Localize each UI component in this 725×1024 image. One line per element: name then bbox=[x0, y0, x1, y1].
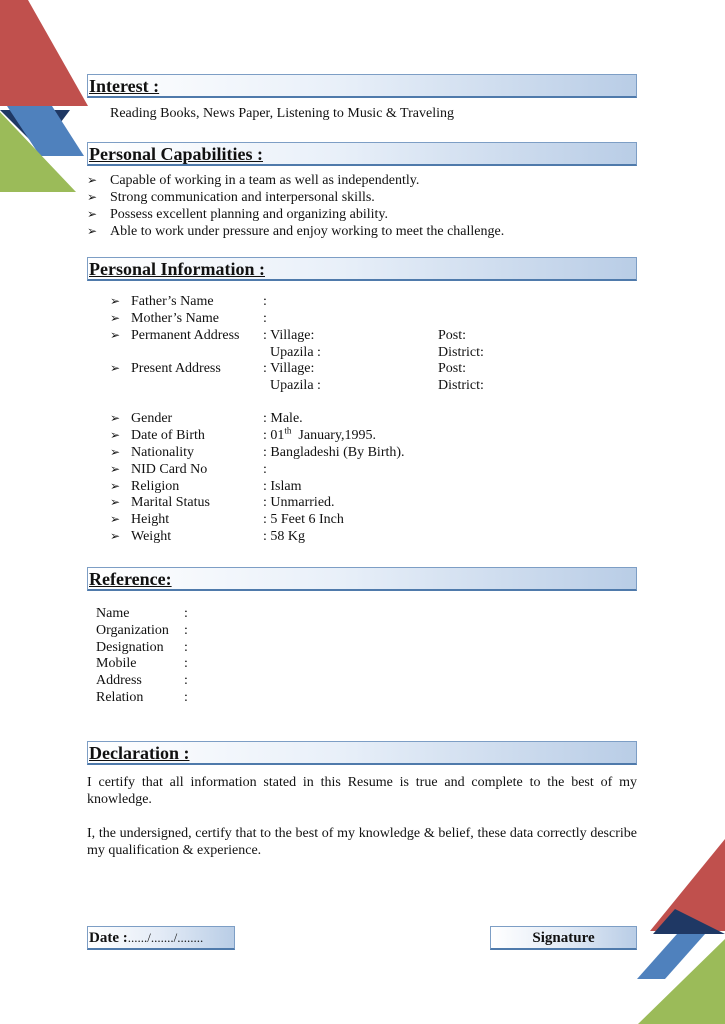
info-label: Height bbox=[131, 512, 170, 527]
info-value: : Islam bbox=[263, 479, 302, 494]
bullet-arrow-icon: ➢ bbox=[110, 361, 121, 375]
list-item: ➢ Possess excellent planning and organizing ability. bbox=[87, 207, 389, 222]
bullet-arrow-icon: ➢ bbox=[110, 479, 121, 493]
declaration-paragraph-2: I, the undersigned, certify that to the best of my knowledge & belief, these data correctly describe my qualification & experience. bbox=[87, 826, 637, 858]
bullet-arrow-icon: ➢ bbox=[110, 529, 121, 543]
info-value: : 58 Kg bbox=[263, 529, 305, 544]
bullet-arrow-icon: ➢ bbox=[110, 428, 121, 442]
reference-row: Address : bbox=[96, 673, 188, 688]
info-value: : Bangladeshi (By Birth). bbox=[263, 445, 405, 460]
signature-field bbox=[490, 926, 637, 950]
info-row-present-address bbox=[110, 360, 510, 394]
info-value: : 5 Feet 6 Inch bbox=[263, 512, 344, 527]
reference-row: Organization : bbox=[96, 623, 188, 638]
bullet-arrow-icon: ➢ bbox=[110, 294, 121, 308]
corner-decoration-top-left bbox=[0, 0, 98, 200]
personal-info-header bbox=[87, 257, 637, 281]
dob-suffix: th bbox=[284, 425, 292, 436]
info-label: Permanent Address bbox=[131, 328, 240, 343]
bullet-arrow-icon: ➢ bbox=[110, 445, 121, 459]
bullet-arrow-icon: ➢ bbox=[110, 512, 121, 526]
info-value: : Male. bbox=[263, 411, 303, 426]
info-value: : bbox=[263, 294, 267, 309]
info-value: : bbox=[263, 462, 267, 477]
capabilities-title: Personal Capabilities : bbox=[89, 144, 263, 164]
district-value: District: bbox=[438, 378, 484, 393]
list-item: ➢ Able to work under pressure and enjoy working to meet the challenge. bbox=[87, 224, 505, 239]
reference-row: Mobile : bbox=[96, 656, 188, 671]
signature-label: Signature bbox=[532, 930, 595, 946]
bullet-arrow-icon: ➢ bbox=[87, 190, 98, 204]
info-label: Nationality bbox=[131, 445, 194, 460]
bullet-arrow-icon: ➢ bbox=[87, 224, 98, 238]
capabilities-header bbox=[87, 142, 637, 166]
info-label: Mother’s Name bbox=[131, 311, 219, 326]
district-value: District: bbox=[438, 345, 484, 360]
bullet-arrow-icon: ➢ bbox=[110, 328, 121, 342]
list-item: ➢ Strong communication and interpersonal skills. bbox=[87, 190, 375, 205]
personal-info-title: Personal Information : bbox=[89, 259, 265, 279]
post-value: Post: bbox=[438, 328, 467, 343]
bullet-arrow-icon: ➢ bbox=[87, 173, 98, 187]
reference-row: Designation : bbox=[96, 640, 188, 655]
post-value: Post: bbox=[438, 361, 467, 376]
info-label: Marital Status bbox=[131, 495, 210, 510]
info-label: Date of Birth bbox=[131, 428, 205, 443]
reference-row: Relation : bbox=[96, 690, 188, 705]
date-value: ....../......./........ bbox=[127, 930, 204, 945]
village-value: : Village: bbox=[263, 328, 315, 343]
corner-decoration-bottom-right bbox=[635, 839, 725, 1024]
info-value: : Unmarried. bbox=[263, 495, 335, 510]
bullet-arrow-icon: ➢ bbox=[110, 411, 121, 425]
declaration-paragraph-1: I certify that all information stated in this Resume is true and complete to the best of my knowledge. bbox=[87, 775, 637, 807]
info-value: : bbox=[263, 311, 267, 326]
bullet-arrow-icon: ➢ bbox=[110, 311, 121, 325]
reference-row: Name : bbox=[96, 606, 188, 621]
list-item: ➢ Capable of working in a team as well as independently. bbox=[87, 173, 420, 188]
bullet-arrow-icon: ➢ bbox=[110, 462, 121, 476]
info-label: Father’s Name bbox=[131, 294, 214, 309]
capabilities-list bbox=[87, 172, 504, 240]
declaration-title: Declaration : bbox=[89, 743, 190, 763]
reference-title: Reference: bbox=[89, 569, 172, 589]
date-label: Date : bbox=[89, 930, 128, 946]
interest-text: Reading Books, News Paper, Listening to Music & Traveling bbox=[110, 106, 454, 121]
info-label: Gender bbox=[131, 411, 173, 426]
reference-header bbox=[87, 567, 637, 591]
date-field bbox=[87, 926, 235, 950]
declaration-header bbox=[87, 741, 637, 765]
info-label: Present Address bbox=[131, 361, 221, 376]
interest-title: Interest : bbox=[89, 76, 160, 96]
info-row-permanent-address bbox=[110, 327, 510, 361]
bullet-arrow-icon: ➢ bbox=[87, 207, 98, 221]
upazila-value: Upazila : bbox=[270, 378, 321, 393]
upazila-value: Upazila : bbox=[270, 345, 321, 360]
bullet-arrow-icon: ➢ bbox=[110, 495, 121, 509]
info-label: NID Card No bbox=[131, 462, 208, 477]
info-value: : 01th January,1995. bbox=[263, 425, 377, 443]
info-label: Weight bbox=[131, 529, 172, 544]
info-label: Religion bbox=[131, 479, 180, 494]
interest-header bbox=[87, 74, 637, 98]
village-value: : Village: bbox=[263, 361, 315, 376]
